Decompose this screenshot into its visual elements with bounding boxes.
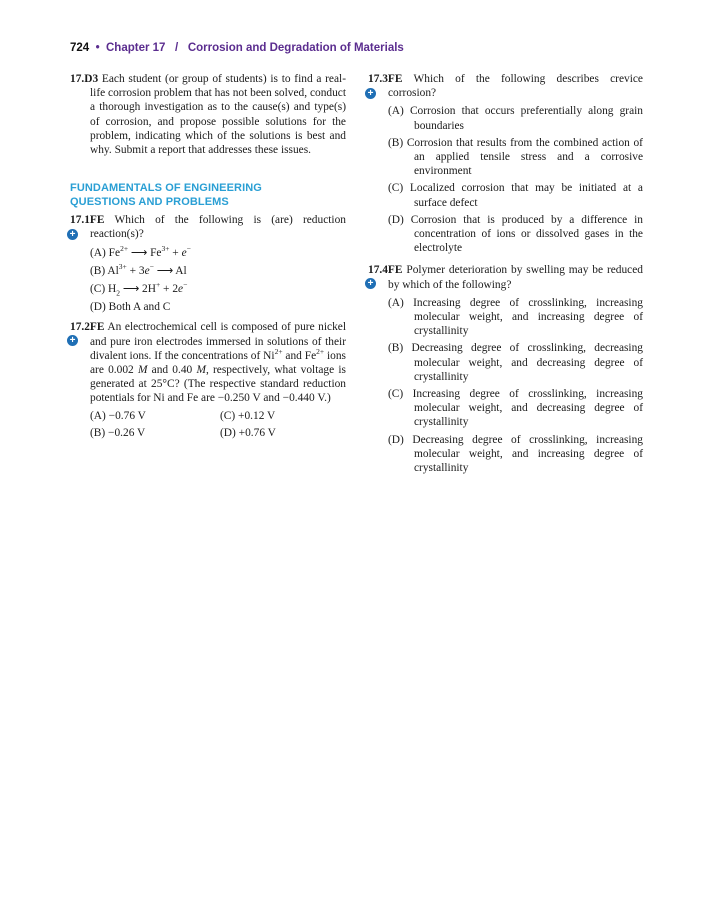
problem-number: 17.2FE [70, 321, 105, 334]
plus-icon: + [365, 278, 376, 289]
problem-17-1fe [70, 213, 346, 314]
option-a: (A) Corrosion that occurs preferentially along grain boundaries [388, 105, 643, 132]
chapter-title: Corrosion and Degradation of Materials [187, 42, 404, 54]
option-c: (C) +0.12 V [220, 409, 276, 422]
problem-number: 17.3FE [368, 73, 403, 85]
option-b: (B) Decreasing degree of crosslinking, decreasing molecular weight, and decreasing degree of crystallinity [388, 342, 643, 383]
problem-text: Each student (or group of students) is to find a real-life corrosion problem that has not been solved, conduct a thorough investigation as to the cause(s) and type(s) of corrosion, and propose possible solutions for the problem, indicating which of the solutions is best and why. Submit a report that addresses these issues. [90, 73, 346, 157]
option-d: (D) Decreasing degree of crosslinking, increasing molecular weight, and increasing degree of crystallinity [388, 433, 643, 475]
section-title [70, 181, 346, 209]
option-d: (D) Both A and C [90, 301, 171, 314]
problem-number: 17.1FE [70, 214, 105, 227]
section-title-line-2: QUESTIONS AND PROBLEMS [70, 196, 229, 209]
header-slash: / [175, 42, 179, 54]
option-d: (D) Corrosion that is produced by a difference in concentration of ions or dissolved gases in the electrolyte [388, 213, 643, 255]
option-c: (C) Localized corrosion that may be initiated at a surface defect [388, 182, 643, 209]
chapter-label: Chapter 17 [106, 42, 166, 54]
problem-17-d3 [70, 72, 346, 157]
option-d: (D) +0.76 V [220, 426, 276, 439]
problem-text: Which of the following describes crevice corrosion? [388, 73, 643, 100]
problem-17-4fe [368, 263, 643, 475]
option-b: (B) −0.26 V [90, 426, 146, 439]
plus-icon: + [67, 229, 78, 240]
problem-number: 17.D3 [70, 73, 99, 85]
option-a: (A) Increasing degree of crosslinking, increasing molecular weight, and increasing degree of crystallinity [388, 296, 643, 338]
option-c: (C) $H_2$ ⟶ 2H+ + 2e− [90, 280, 188, 298]
option-b: (B) Corrosion that results from the combined action of an applied tensile stress and a corrosive environment [388, 136, 643, 178]
option-c: (C) Increasing degree of crosslinking, increasing molecular weight, and decreasing degree of crystallinity [388, 388, 643, 429]
problem-text: Polymer deterioration by swelling may be reduced by which of the following? [388, 264, 643, 291]
header-bullet: • [95, 42, 100, 54]
plus-icon: + [67, 335, 78, 346]
option-a: (A) −0.76 V [90, 409, 146, 422]
left-column [70, 72, 346, 444]
section-title-line-1: FUNDAMENTALS OF ENGINEERING [70, 182, 262, 195]
problem-number: 17.4FE [368, 264, 403, 277]
right-column [368, 72, 643, 479]
plus-icon: + [365, 88, 376, 99]
page-number: 724 [70, 42, 90, 54]
running-header [70, 42, 404, 58]
problem-17-2fe: + 17.2FE An electrochemical cell is composed of pure nickel and pure iron electrodes immersed in solutions of their divalent ions. If the concentrations of $Ni^{2+}$ and $Fe^{2+}$ ions are 0.002 M and 0.40 M, respectively, what voltage is generated at 25°C? (The respective standard reduction potentials for Ni and Fe are −0.250 V and −0.440 V.) (A) −0.76 V (C) +0.12 V (B) −0.26 V (D) +0.76 V [70, 320, 346, 440]
option-a: (A) $Fe^{2+}$ ⟶ $Fe^{3+} + e^-$ [90, 243, 191, 259]
problem-text: Which of the following is (are) reduction reaction(s)? [90, 214, 346, 241]
option-b: (B) $Al^{3+} + 3e^-$ ⟶ Al [90, 262, 187, 277]
problem-17-3fe [368, 72, 643, 255]
